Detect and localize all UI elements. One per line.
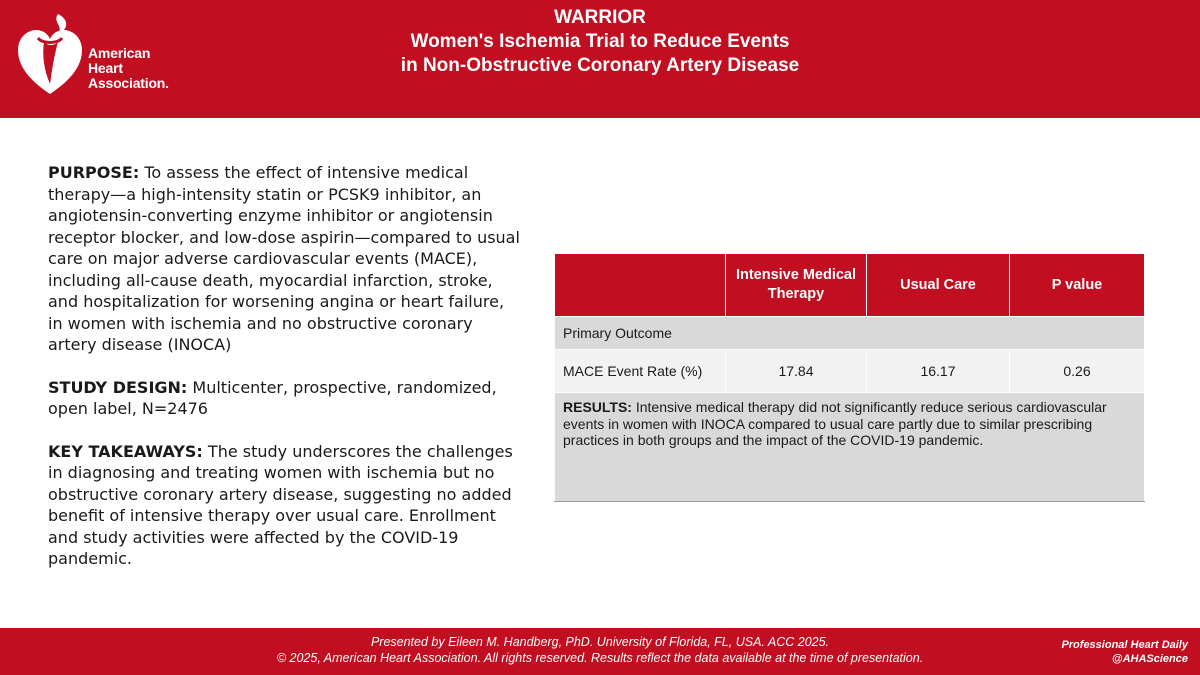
- results-table: [554, 253, 1145, 502]
- slide-title: [300, 6, 900, 78]
- mace-row-label: MACE Event Rate (%): [555, 350, 726, 393]
- footer-brand-title: Professional Heart Daily: [1061, 639, 1188, 651]
- org-line-2: Heart: [88, 60, 123, 76]
- study-design-section: [48, 377, 523, 420]
- trial-subtitle-line-1: Women's Ischemia Trial to Reduce Events: [410, 31, 790, 52]
- header-cell-usual-care: Usual Care: [867, 254, 1010, 317]
- footer-brand[interactable]: [1061, 638, 1188, 666]
- primary-outcome-row: [555, 317, 1145, 350]
- org-line-3: Association.: [88, 75, 169, 91]
- primary-outcome-label: Primary Outcome: [555, 317, 1145, 350]
- study-design-text: Multicenter, prospective, randomized, open label, N=2476: [48, 377, 497, 418]
- footer-banner: [0, 628, 1200, 675]
- copyright-line: © 2025, American Heart Association. All rights reserved. Results reflect the data available at the time of presentation.: [276, 651, 924, 665]
- results-cell: [555, 393, 1145, 502]
- header-banner: [0, 0, 1200, 118]
- key-takeaways-label: KEY TAKEAWAYS:: [48, 441, 203, 461]
- results-label: RESULTS:: [563, 399, 632, 415]
- purpose-label: PURPOSE:: [48, 163, 140, 182]
- trial-name: WARRIOR: [554, 7, 646, 28]
- heart-torch-icon: [14, 12, 86, 96]
- trial-subtitle-line-2: in Non-Obstructive Coronary Artery Disease: [400, 55, 800, 76]
- purpose-section: [48, 162, 523, 356]
- header-cell-intensive: Intensive Medical Therapy: [726, 254, 867, 317]
- results-row: [555, 393, 1145, 502]
- key-takeaways-section: [48, 441, 523, 570]
- aha-wordmark: [88, 46, 169, 91]
- mace-p-value: 0.26: [1010, 350, 1145, 393]
- aha-logo[interactable]: [14, 12, 184, 96]
- footer-brand-handle: @AHAScience: [1111, 653, 1188, 665]
- mace-usual-value: 16.17: [867, 350, 1010, 393]
- header-cell-p-value: P value: [1010, 254, 1145, 317]
- summary-column: [48, 162, 523, 591]
- mace-intensive-value: 17.84: [726, 350, 867, 393]
- header-cell-empty: [555, 254, 726, 317]
- results-text: Intensive medical therapy did not significantly reduce serious cardiovascular events in women with INOCA compared to usual care partly due to similar prescribing practices in both groups and the impact of the COVID-19 pandemic.: [563, 399, 1107, 448]
- purpose-text: To assess the effect of intensive medical therapy—a high-intensity statin or PCSK9 inhibitor, an angiotensin-converting enzyme inhibitor or angiotensin receptor blocker, and low-dose aspirin—compared to usual care on major adverse cardiovascular events (MACE), including all-cause death, myocardial infarction, stroke, and hospitalization for worsening angina or heart failure, in women with ischemia and no obstructive coronary artery disease (INOCA): [48, 163, 520, 354]
- key-takeaways-text: The study underscores the challenges in diagnosing and treating women with ischemia but no obstructive coronary artery disease, suggesting no added benefit of intensive therapy over usual care. Enrollment and study activities were affected by the COVID-19 pandemic.: [48, 441, 513, 568]
- footer-credits: [230, 634, 970, 666]
- table-row: [555, 350, 1145, 393]
- table-header-row: [555, 254, 1145, 317]
- study-design-label: STUDY DESIGN:: [48, 377, 188, 397]
- presenter-line: Presented by Eileen M. Handberg, PhD. University of Florida, FL, USA. ACC 2025.: [370, 635, 830, 649]
- org-line-1: American: [88, 45, 151, 61]
